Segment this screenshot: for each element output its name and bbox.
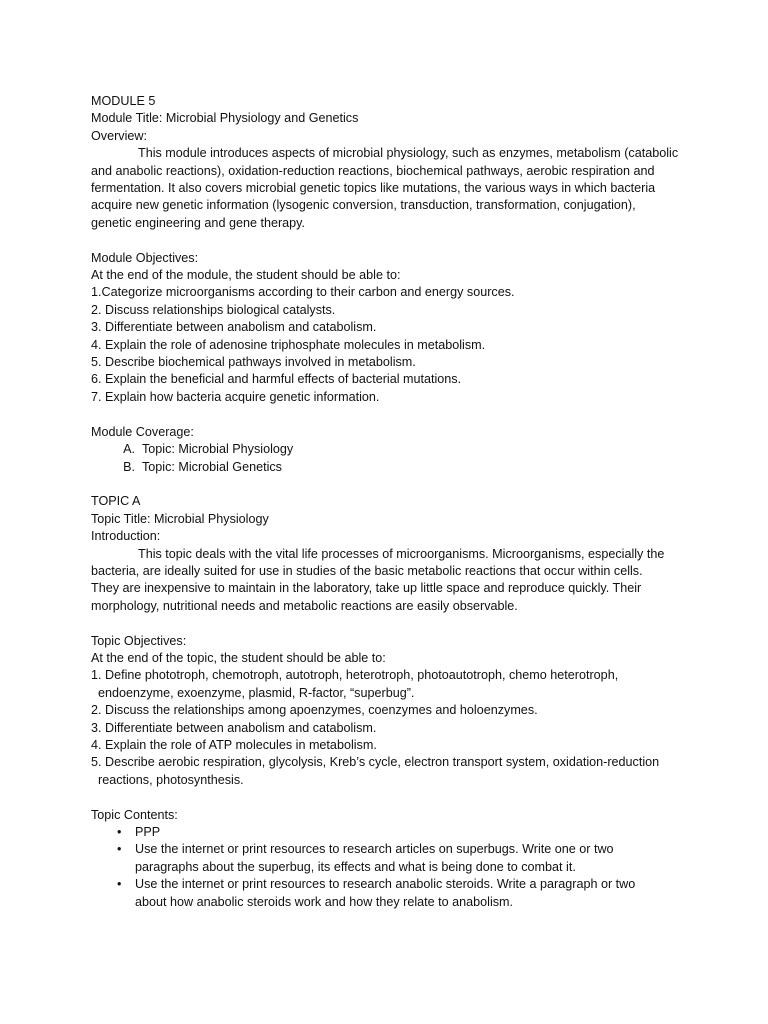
spacer [91,406,691,423]
module-objectives-label: Module Objectives: [91,250,199,265]
spacer [91,615,691,632]
module-objectives-intro: At the end of the module, the student should be able to: [91,268,401,283]
module-objectives-list [91,284,691,406]
overview-line: and anabolic reactions), oxidation-reduction reactions, biochemical pathways, aerobic respiration and [91,163,655,178]
coverage-marker: B. [123,459,135,474]
module-title: Module Title: Microbial Physiology and Genetics [91,111,359,126]
topic-content-text [135,824,655,841]
coverage-item [91,459,691,476]
topic-content-line: PPP [135,824,161,839]
introduction-line: This topic deals with the vital life processes of microorganisms. Microorganisms, especially the [138,546,665,561]
topic-content-line: Use the internet or print resources to research anabolic steroids. Write a paragraph or two [135,877,636,892]
module-coverage-list [91,441,691,476]
topic-objective-line: 2. Discuss the relationships among apoenzymes, coenzymes and holoenzymes. [91,703,538,718]
introduction-line: They are inexpensive to maintain in the laboratory, take up little space and reproduce quickly. Their [91,581,642,596]
topic-objective-item [91,720,691,737]
topic-heading: TOPIC A [91,494,141,509]
topic-objective-line: 4. Explain the role of ATP molecules in metabolism. [91,737,377,752]
bullet-icon: • [117,824,122,839]
topic-content-item [91,876,691,911]
topic-content-line: paragraphs about the superbug, its effects and what is being done to combat it. [135,859,576,874]
introduction-line: bacteria, are ideally suited for use in studies of the basic metabolic reactions that occur within cells. [91,563,643,578]
topic-title: Topic Title: Microbial Physiology [91,511,269,526]
module-coverage-label: Module Coverage: [91,424,194,439]
topic-content-line: about how anabolic steroids work and how they relate to anabolism. [135,894,514,909]
module-objective-item: 1.Categorize microorganisms according to their carbon and energy sources. [91,285,515,300]
coverage-marker: A. [123,442,135,457]
document-body [91,93,691,911]
topic-objective-line: 1. Define phototroph, chemotroph, autotroph, heterotroph, photoautotroph, chemo heterotroph, [91,668,619,683]
topic-objective-item [91,667,691,702]
spacer [91,789,691,806]
topic-content-line: Use the internet or print resources to research articles on superbugs. Write one or two [135,842,614,857]
spacer [91,476,691,493]
spacer [91,232,691,249]
coverage-text: Topic: Microbial Physiology [142,442,294,457]
topic-content-text [135,841,655,876]
overview-paragraph [91,145,691,232]
module-heading: MODULE 5 [91,94,156,108]
topic-content-item [91,824,691,841]
introduction-line: morphology, nutritional needs and metabolic reactions are easily observable. [91,598,518,613]
module-objective-item: 6. Explain the beneficial and harmful effects of bacterial mutations. [91,372,462,387]
bullet-icon: • [117,842,122,857]
overview-line: This module introduces aspects of microbial physiology, such as enzymes, metabolism (catabolic [138,146,679,161]
topic-objective-item [91,737,691,754]
overview-label: Overview: [91,128,147,143]
module-objective-item: 2. Discuss relationships biological catalysts. [91,302,336,317]
topic-objectives-intro: At the end of the topic, the student should be able to: [91,650,386,665]
topic-objectives-label: Topic Objectives: [91,633,187,648]
introduction-paragraph [91,546,691,616]
module-objective-item: 4. Explain the role of adenosine triphosphate molecules in metabolism. [91,337,486,352]
module-objective-item: 7. Explain how bacteria acquire genetic information. [91,389,380,404]
overview-line: fermentation. It also covers microbial genetic topics like mutations, the various ways in which bacteria [91,181,656,196]
module-objective-item: 3. Differentiate between anabolism and catabolism. [91,320,377,335]
topic-objective-line: 3. Differentiate between anabolism and catabolism. [91,720,377,735]
module-objective-item: 5. Describe biochemical pathways involved in metabolism. [91,355,416,370]
topic-contents-list [91,824,691,911]
topic-content-text [135,876,655,911]
overview-line: genetic engineering and gene therapy. [91,215,306,230]
topic-objective-continuation: endoenzyme, exoenzyme, plasmid, R-factor, “superbug”. [98,685,415,700]
topic-contents-label: Topic Contents: [91,807,178,822]
topic-objective-line: 5. Describe aerobic respiration, glycolysis, Kreb’s cycle, electron transport system, oxidation-reduction [91,755,660,770]
coverage-item [91,441,691,458]
topic-objectives-list [91,667,691,789]
overview-line: acquire new genetic information (lysogenic conversion, transduction, transformation, conjugation), [91,198,636,213]
topic-objective-continuation: reactions, photosynthesis. [98,772,244,787]
bullet-icon: • [117,877,122,892]
topic-objective-item [91,702,691,719]
topic-content-item [91,841,691,876]
topic-objective-item [91,754,691,789]
coverage-text: Topic: Microbial Genetics [142,459,282,474]
introduction-label: Introduction: [91,529,161,544]
